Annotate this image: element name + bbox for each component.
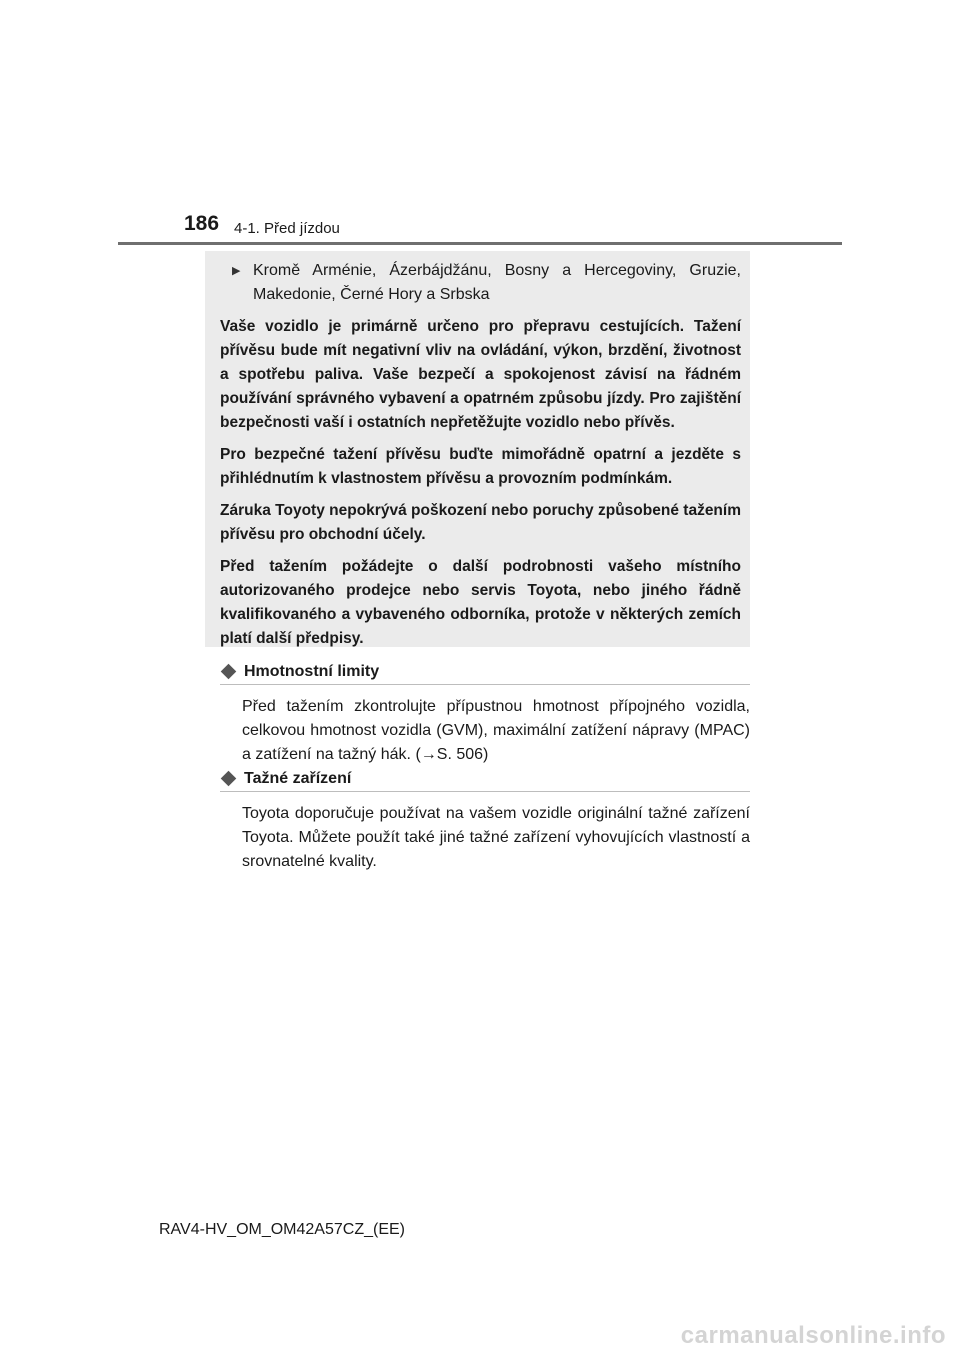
warning-paragraph: Pro bezpečné tažení přívěsu buďte mimořádně opatrní a jezděte s přihlédnutím k vlastnostem přívěsu a provozním podmínkám. bbox=[220, 446, 741, 487]
page-number: 186 bbox=[184, 212, 220, 235]
section-weight-limits bbox=[220, 659, 750, 767]
section-heading bbox=[220, 766, 750, 792]
chapter-title: 4-1. Před jízdou bbox=[234, 220, 340, 237]
watermark: carmanualsonline.info bbox=[680, 1322, 946, 1349]
warning-paragraph: Záruka Toyoty nepokrývá poškození nebo poruchy způsobené tažením přívěsu pro obchodní účely. bbox=[220, 502, 741, 543]
section-heading-text: Tažné zařízení bbox=[244, 769, 352, 787]
diamond-icon bbox=[221, 771, 237, 787]
section-towing-device bbox=[220, 766, 750, 874]
notice-box bbox=[205, 251, 750, 647]
warning-paragraph: Před tažením požádejte o další podrobnosti vašeho místního autorizovaného prodejce nebo servis Toyota, nebo jiného řádně kvalifikovaného a vybaveného odborníka, protože v některých zemích platí další předpisy. bbox=[220, 558, 741, 647]
section-heading bbox=[220, 659, 750, 685]
section-body: Toyota doporučuje používat na vašem vozidle originální tažné zařízení Toyota. Můžete použít také jiné tažné zařízení vyhovujících vlastností a srovnatelné kvality. bbox=[242, 805, 750, 870]
header-rule bbox=[118, 242, 842, 245]
section-heading-text: Hmotnostní limity bbox=[244, 662, 380, 680]
country-note-text: Kromě Arménie, Ázerbájdžánu, Bosny a Hercegoviny, Gruzie, Makedonie, Černé Hory a Srbska bbox=[253, 262, 741, 303]
warning-paragraph: Vaše vozidlo je primárně určeno pro přepravu cestujících. Tažení přívěsu bude mít negativní vliv na ovládání, výkon, brzdění, životnost a spotřebu paliva. Vaše bezpečí a spokojenost závisí na řádném používání správného vybavení a opatrném způsobu jízdy. Pro zajištění bezpečnosti vaší i ostatních nepřetěžujte vozidlo nebo přívěs. bbox=[220, 318, 741, 431]
triangle-right-icon: ▶ bbox=[232, 265, 241, 277]
footer-doc-code: RAV4-HV_OM_OM42A57CZ_(EE) bbox=[159, 1221, 405, 1238]
country-note bbox=[220, 259, 741, 307]
section-body: Před tažením zkontrolujte přípustnou hmotnost přípojného vozidla, celkovou hmotnost vozidla (GVM), maximální zatížení nápravy (MPAC) a zatížení na tažný hák. (→S. 506) bbox=[242, 698, 750, 763]
diamond-icon bbox=[221, 664, 237, 680]
